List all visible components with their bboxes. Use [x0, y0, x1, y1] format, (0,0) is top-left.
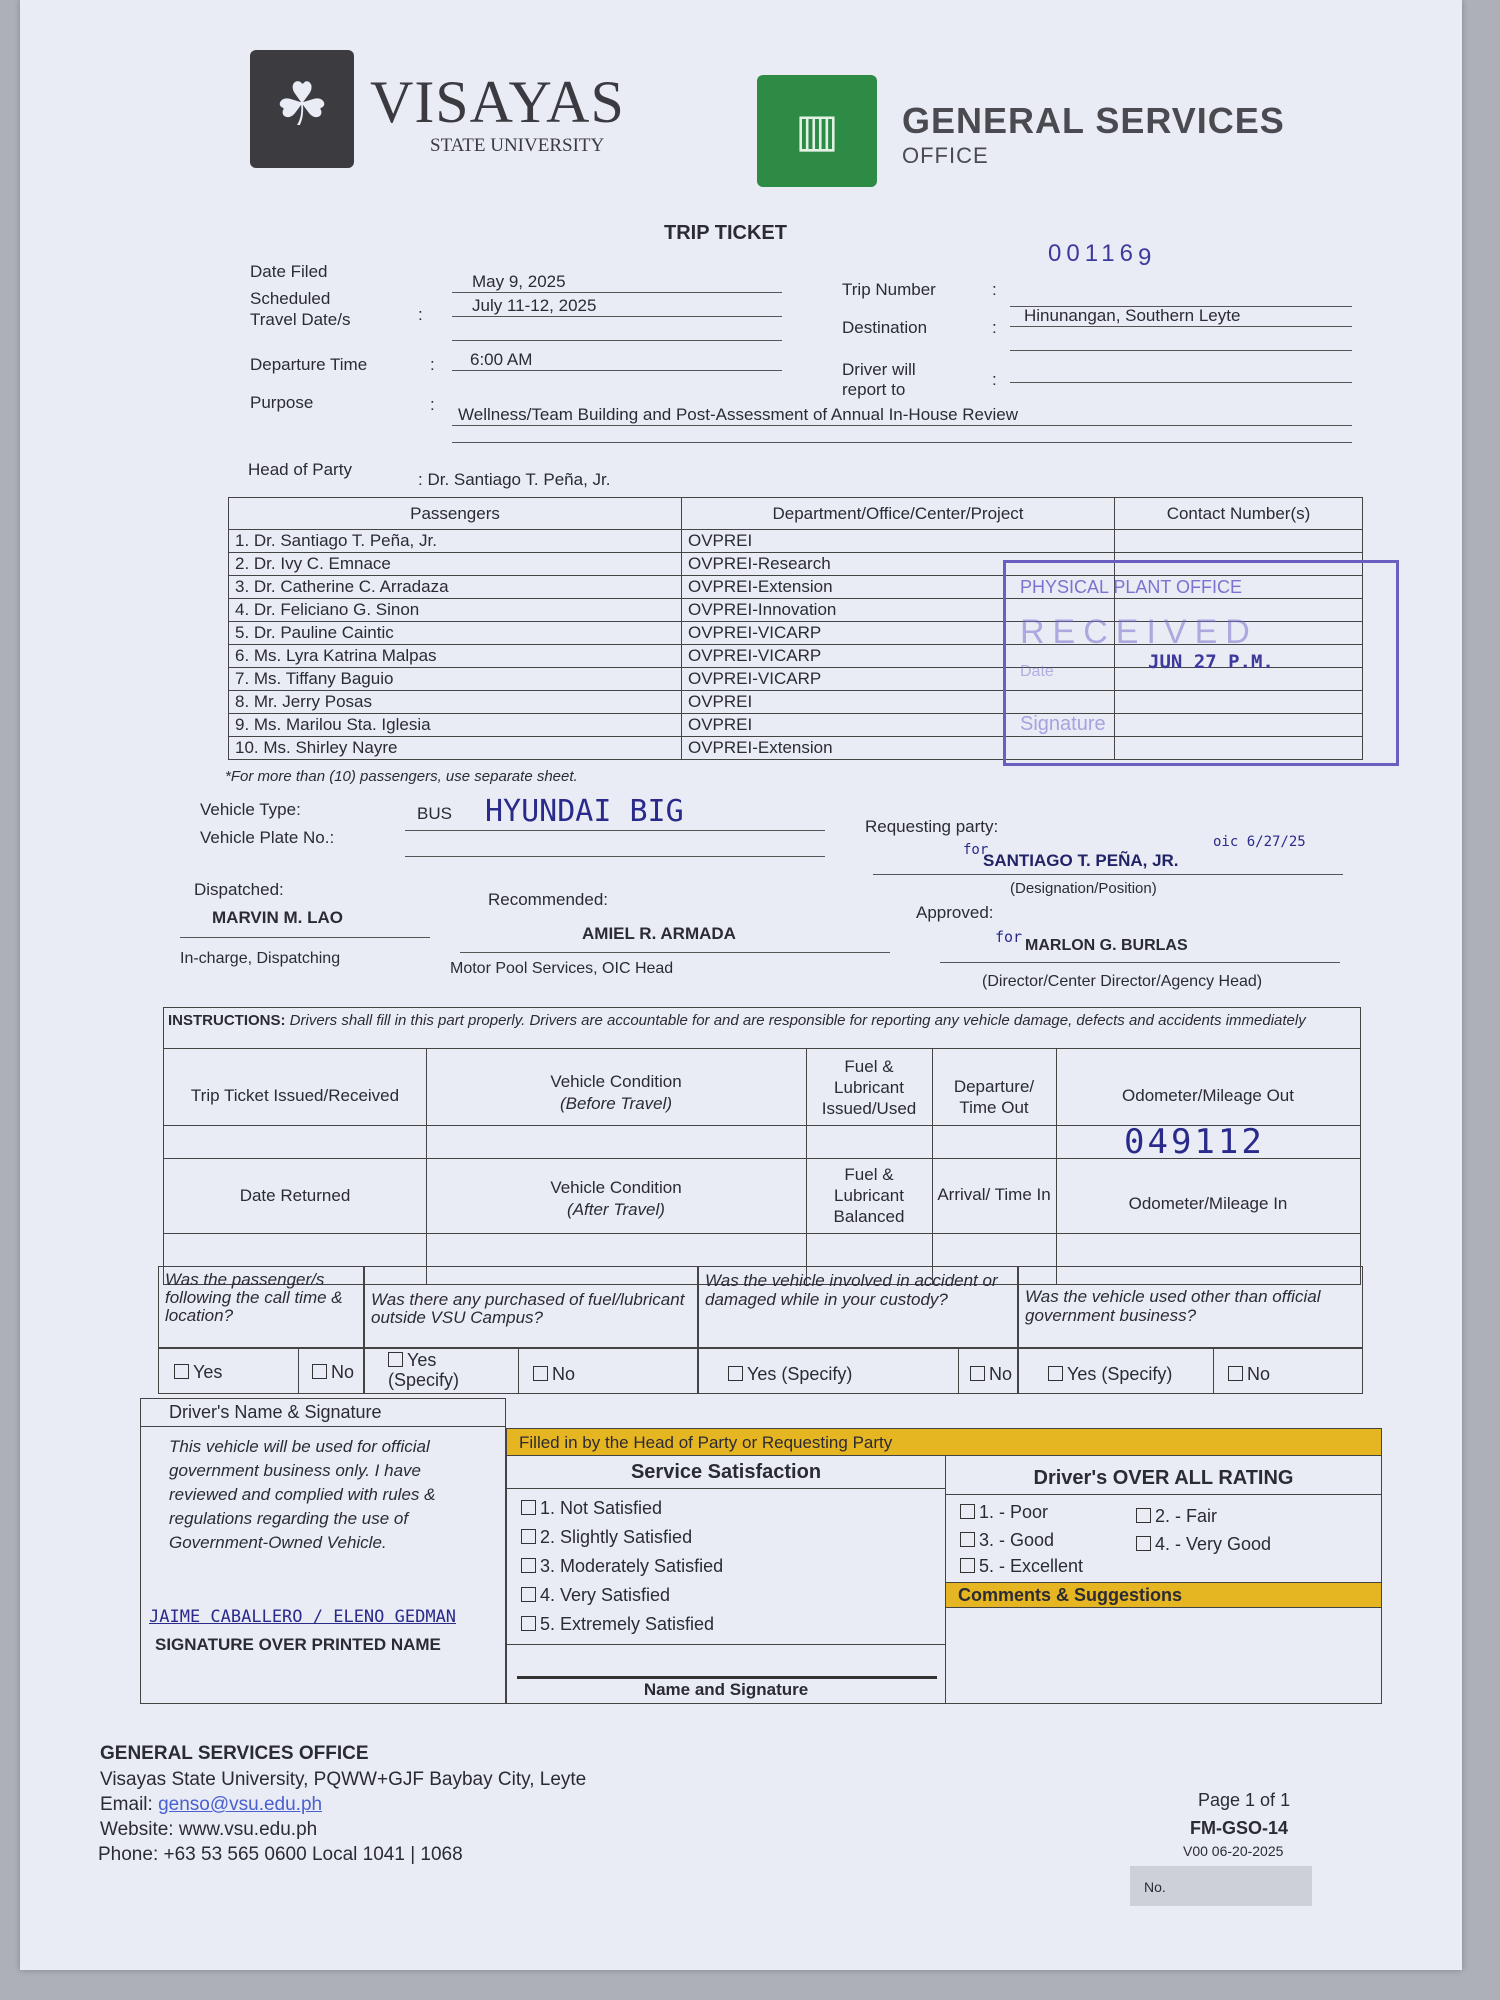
dispatched-line: [180, 935, 430, 938]
university-sub: STATE UNIVERSITY: [430, 135, 605, 156]
head-label: Head of Party: [248, 460, 352, 479]
departure-field[interactable]: [452, 350, 782, 371]
colon: :: [992, 280, 997, 299]
departure-out-label: Departure/ Time Out: [953, 1077, 1035, 1117]
scheduled-field[interactable]: [452, 296, 782, 317]
passenger-dept: OVPREI: [682, 691, 1115, 714]
colon: :: [992, 318, 997, 337]
building-icon: ▥: [795, 104, 839, 156]
driver-header: Driver's Name & Signature: [141, 1399, 505, 1427]
designation-label: (Designation/Position): [1010, 880, 1157, 897]
scheduled-value: July 11-12, 2025: [472, 296, 597, 315]
rating-option-2[interactable]: 2. - Fair: [1136, 1506, 1217, 1527]
date-filed-value: May 9, 2025: [472, 272, 566, 291]
q4-text: Was the vehicle used other than official government business?: [1018, 1266, 1363, 1348]
comments-header: Comments & Suggestions: [946, 1582, 1381, 1608]
fuel-balanced-label: Fuel & Lubricant Balanced: [833, 1165, 905, 1226]
head-value: : Dr. Santiago T. Peña, Jr.: [418, 470, 611, 489]
odo-out-value[interactable]: 049112: [1124, 1122, 1265, 1162]
satisfaction-option-3[interactable]: 3. Moderately Satisfied: [521, 1556, 723, 1577]
q2-yes-checkbox[interactable]: Yes (Specify): [388, 1350, 460, 1390]
q3-no-checkbox[interactable]: No: [970, 1364, 1012, 1385]
date-filed-label: Date Filed: [250, 262, 328, 281]
driver-sig-label: SIGNATURE OVER PRINTED NAME: [155, 1635, 441, 1654]
destination-field[interactable]: [1010, 306, 1352, 327]
satisfaction-option-2[interactable]: 2. Slightly Satisfied: [521, 1527, 692, 1548]
passenger-note: *For more than (10) passengers, use separate sheet.: [225, 768, 578, 785]
table-row: [229, 530, 1363, 553]
odo-in-label: Odometer/Mileage In: [1128, 1194, 1288, 1213]
approved-label: Approved:: [916, 903, 994, 922]
purpose-value: Wellness/Team Building and Post-Assessment of Annual In-House Review: [458, 405, 1019, 424]
scheduled-label: Scheduled Travel Date/s: [250, 289, 351, 329]
passenger-dept: OVPREI-Extension: [682, 737, 1115, 760]
rating-box: [946, 1456, 1382, 1704]
vehicle-type-field[interactable]: [405, 794, 825, 831]
instructions-text: INSTRUCTIONS: Drivers shall fill in this part properly. Drivers are accountable for and are responsible for reporting any vehicle damage, defects and accidents immediately: [168, 1012, 1306, 1029]
plate-label: Vehicle Plate No.:: [200, 828, 335, 847]
dispatched-label: Dispatched:: [194, 880, 284, 899]
office-title: GENERAL SERVICES: [902, 100, 1285, 141]
fuel-issued-label: Fuel & Lubricant Issued/Used: [821, 1057, 917, 1118]
departure-label: Departure Time: [250, 355, 368, 374]
trip-number-label: Trip Number: [842, 280, 936, 299]
odo-out-label: Odometer/Mileage Out: [1122, 1086, 1294, 1105]
vsu-logo: [250, 50, 354, 168]
serial-number: 001169: [1048, 240, 1157, 271]
departure-value: 6:00 AM: [470, 350, 533, 369]
vehicle-type-label: Vehicle Type:: [200, 800, 301, 819]
rating-option-5[interactable]: 5. - Excellent: [960, 1556, 1083, 1577]
received-stamp: [1003, 560, 1399, 766]
passenger-name: 5. Dr. Pauline Caintic: [229, 622, 682, 645]
passenger-dept: OVPREI-VICARP: [682, 622, 1115, 645]
driver-report-field[interactable]: [1010, 372, 1352, 383]
q3-text: Was the vehicle involved in accident or damaged while in your custody?: [698, 1266, 1018, 1348]
purpose-label: Purpose: [250, 393, 314, 412]
office-sub: OFFICE: [902, 143, 989, 168]
trip-issued-label: Trip Ticket Issued/Received: [190, 1086, 400, 1105]
satisfaction-option-4[interactable]: 4. Very Satisfied: [521, 1585, 670, 1606]
requesting-note: oic 6/27/25: [1213, 834, 1306, 850]
passenger-name: 2. Dr. Ivy C. Emnace: [229, 553, 682, 576]
q2-text: Was there any purchased of fuel/lubricant outside VSU Campus?: [364, 1266, 698, 1348]
cond-before-sub: (Before Travel): [559, 1094, 673, 1113]
q2-no-checkbox[interactable]: No: [533, 1364, 575, 1385]
destination-line2: [1010, 340, 1352, 351]
destination-value: Hinunangan, Southern Leyte: [1024, 306, 1241, 325]
form-code: FM-GSO-14: [1190, 1818, 1289, 1838]
satisfaction-option-5[interactable]: 5. Extremely Satisfied: [521, 1614, 714, 1635]
person-silhouette-icon: ☘: [275, 71, 329, 138]
driver-report-label: Driver will report to: [842, 360, 916, 399]
driver-box: [140, 1398, 506, 1704]
form-version: V00 06-20-2025: [1183, 1843, 1284, 1859]
form-title: TRIP TICKET: [664, 222, 787, 244]
dispatched-name: MARVIN M. LAO: [212, 908, 343, 927]
satisfaction-box: [506, 1456, 946, 1704]
q4-no-checkbox[interactable]: No: [1228, 1364, 1270, 1385]
q1-text: Was the passenger/s following the call time & location?: [158, 1266, 364, 1348]
date-returned-label: Date Returned: [239, 1186, 351, 1205]
passenger-dept: OVPREI-Innovation: [682, 599, 1115, 622]
plate-field[interactable]: [405, 846, 825, 857]
requesting-prefix: for: [963, 842, 989, 858]
university-name: VISAYAS: [370, 69, 625, 135]
passenger-dept: OVPREI-VICARP: [682, 668, 1115, 691]
passenger-name: 3. Dr. Catherine C. Arradaza: [229, 576, 682, 599]
footer-email: Email: genso@vsu.edu.ph: [100, 1794, 323, 1815]
q4-yes-checkbox[interactable]: Yes (Specify): [1048, 1364, 1172, 1385]
colon: :: [418, 305, 423, 324]
stamp-received: RECEIVED: [1020, 613, 1258, 651]
cond-after-sub: (After Travel): [567, 1200, 665, 1219]
rating-option-4[interactable]: 4. - Very Good: [1136, 1534, 1271, 1555]
instructions-box: [163, 1007, 1361, 1285]
footer-address: Visayas State University, PQWW+GJF Baybay City, Leyte: [100, 1769, 587, 1790]
passenger-name: 1. Dr. Santiago T. Peña, Jr.: [229, 530, 682, 553]
rating-option-3[interactable]: 3. - Good: [960, 1530, 1054, 1551]
col-passengers: Passengers: [229, 498, 682, 530]
stamp-sig-label: Signature: [1020, 713, 1106, 735]
passenger-dept: OVPREI-Extension: [682, 576, 1115, 599]
col-contact: Contact Number(s): [1115, 498, 1363, 530]
colon: :: [992, 370, 997, 389]
passenger-dept: OVPREI-Research: [682, 553, 1115, 576]
approved-role: (Director/Center Director/Agency Head): [982, 973, 1263, 990]
recommended-name: AMIEL R. ARMADA: [582, 924, 736, 943]
requesting-name: SANTIAGO T. PEÑA, JR.: [983, 851, 1179, 870]
passenger-name: 10. Ms. Shirley Nayre: [229, 737, 682, 760]
destination-label: Destination: [842, 318, 928, 337]
q3-yes-checkbox[interactable]: Yes (Specify): [728, 1364, 852, 1385]
recommended-label: Recommended:: [488, 890, 609, 909]
cond-after-label: Vehicle Condition: [550, 1178, 682, 1197]
colon: :: [430, 355, 435, 374]
comments-field[interactable]: [946, 1608, 1381, 1702]
evaluation-section: [140, 1398, 1382, 1704]
passenger-dept: OVPREI-VICARP: [682, 645, 1115, 668]
date-filed-field[interactable]: [452, 272, 782, 293]
passenger-dept: OVPREI: [682, 714, 1115, 737]
gso-logo: [757, 75, 877, 187]
stamp-date-label: Date: [1020, 663, 1054, 680]
approved-name: MARLON G. BURLAS: [1025, 937, 1188, 954]
passenger-name: 6. Ms. Lyra Katrina Malpas: [229, 645, 682, 668]
passenger-name: 4. Dr. Feliciano G. Sinon: [229, 599, 682, 622]
purpose-field[interactable]: [452, 405, 1352, 426]
approved-prefix: for: [995, 928, 1023, 946]
cond-before-label: Vehicle Condition: [550, 1072, 682, 1091]
passenger-dept: OVPREI: [682, 530, 1115, 553]
recommended-role: Motor Pool Services, OIC Head: [450, 960, 674, 977]
satisfaction-header: Service Satisfaction: [507, 1456, 945, 1489]
stamp-date: JUN 27 P.M.: [1148, 651, 1274, 673]
scheduled-line2: [452, 330, 782, 341]
passenger-name: 8. Mr. Jerry Posas: [229, 691, 682, 714]
filled-by-banner: Filled in by the Head of Party or Requesting Party: [506, 1428, 1382, 1456]
rating-header: Driver's OVER ALL RATING: [946, 1456, 1381, 1495]
passenger-contact[interactable]: [1115, 530, 1363, 553]
stamp-office: PHYSICAL PLANT OFFICE: [1020, 577, 1243, 597]
email-link[interactable]: genso@vsu.edu.ph: [158, 1794, 323, 1815]
passenger-name: 7. Ms. Tiffany Baguio: [229, 668, 682, 691]
trip-ticket-paper: [20, 0, 1462, 1970]
q1-no-checkbox[interactable]: No: [312, 1362, 354, 1383]
q1-yes-checkbox[interactable]: Yes: [174, 1362, 222, 1383]
questions-box: [158, 1266, 1363, 1394]
no-field[interactable]: [1130, 1866, 1312, 1906]
requesting-label: Requesting party:: [865, 817, 999, 836]
recommended-line: [460, 950, 890, 953]
footer-phone: Phone: +63 53 565 0600 Local 1041 | 1068: [98, 1844, 463, 1865]
driver-signature[interactable]: JAIME CABALLERO / ELENO GEDMAN: [149, 1607, 457, 1627]
vehicle-type-hand: HYUNDAI BIG: [485, 794, 684, 829]
colon: :: [430, 395, 435, 414]
footer-website: Website: www.vsu.edu.ph: [100, 1819, 318, 1840]
arrival-in-label: Arrival/ Time In: [937, 1185, 1051, 1204]
passenger-name: 9. Ms. Marilou Sta. Iglesia: [229, 714, 682, 737]
page-number: Page 1 of 1: [1198, 1790, 1291, 1810]
driver-statement: This vehicle will be used for official government business only. I have reviewed and complied with rules & regulations regarding the use of Government-Owned Vehicle.: [169, 1437, 436, 1552]
purpose-line2: [452, 432, 1352, 443]
vehicle-type-value: BUS: [417, 804, 452, 823]
satisfaction-option-1[interactable]: 1. Not Satisfied: [521, 1498, 662, 1519]
col-department: Department/Office/Center/Project: [682, 498, 1115, 530]
footer-office: GENERAL SERVICES OFFICE: [100, 1743, 369, 1764]
approved-line: [940, 960, 1340, 963]
name-signature-label: Name and Signature: [643, 1680, 809, 1699]
dispatched-role: In-charge, Dispatching: [180, 950, 341, 967]
no-label: No.: [1144, 1879, 1166, 1895]
requesting-field[interactable]: [873, 834, 1343, 875]
rating-option-1[interactable]: 1. - Poor: [960, 1502, 1048, 1523]
